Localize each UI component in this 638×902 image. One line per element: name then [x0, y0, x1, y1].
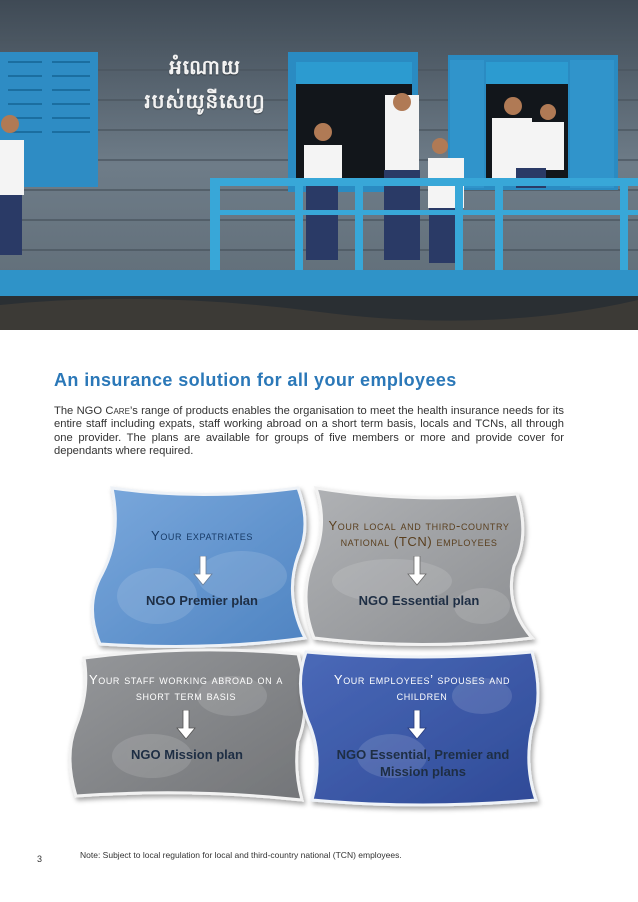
piece-1-plan: NGO Premier plan — [146, 593, 258, 608]
piece-4-plan: NGO Essential, Premier and Mission plans — [336, 747, 510, 779]
page-number: 3 — [37, 854, 43, 864]
arrow-down-icon — [176, 710, 196, 740]
arrow-down-icon — [193, 556, 213, 586]
footnote: Note: Subject to local regulation for local and third-country national (TCN) employees. — [80, 850, 402, 860]
piece-2-plan: NGO Essential plan — [358, 593, 480, 608]
plans-puzzle-diagram — [62, 466, 548, 816]
piece-4-audience: Your employees’ spouses and children — [333, 672, 511, 703]
arrow-down-icon — [407, 710, 427, 740]
section-title: An insurance solution for all your employees — [54, 370, 457, 390]
piece-3-plan: NGO Mission plan — [131, 747, 243, 762]
intro-paragraph: The NGO Care’s range of products enables the organisation to meet the health insurance needs for its entire staff including expats, staff working abroad on a short term basis, locals and TCNs, all through one provider. The plans are available for groups of five members or more and provide cover for dependants where required. — [54, 405, 564, 457]
piece-2-audience: Your local and third-country national (TCN) employees — [328, 518, 510, 549]
brand-name: Care — [105, 405, 130, 417]
sign-text: អំណោយ របស់យូនីសេហ្វ — [144, 55, 266, 113]
header-photo — [0, 0, 638, 330]
piece-3-audience: Your staff working abroad on a short term basis — [88, 672, 284, 703]
piece-1-audience: Your expatriates — [151, 528, 253, 543]
arrow-down-icon — [407, 556, 427, 586]
